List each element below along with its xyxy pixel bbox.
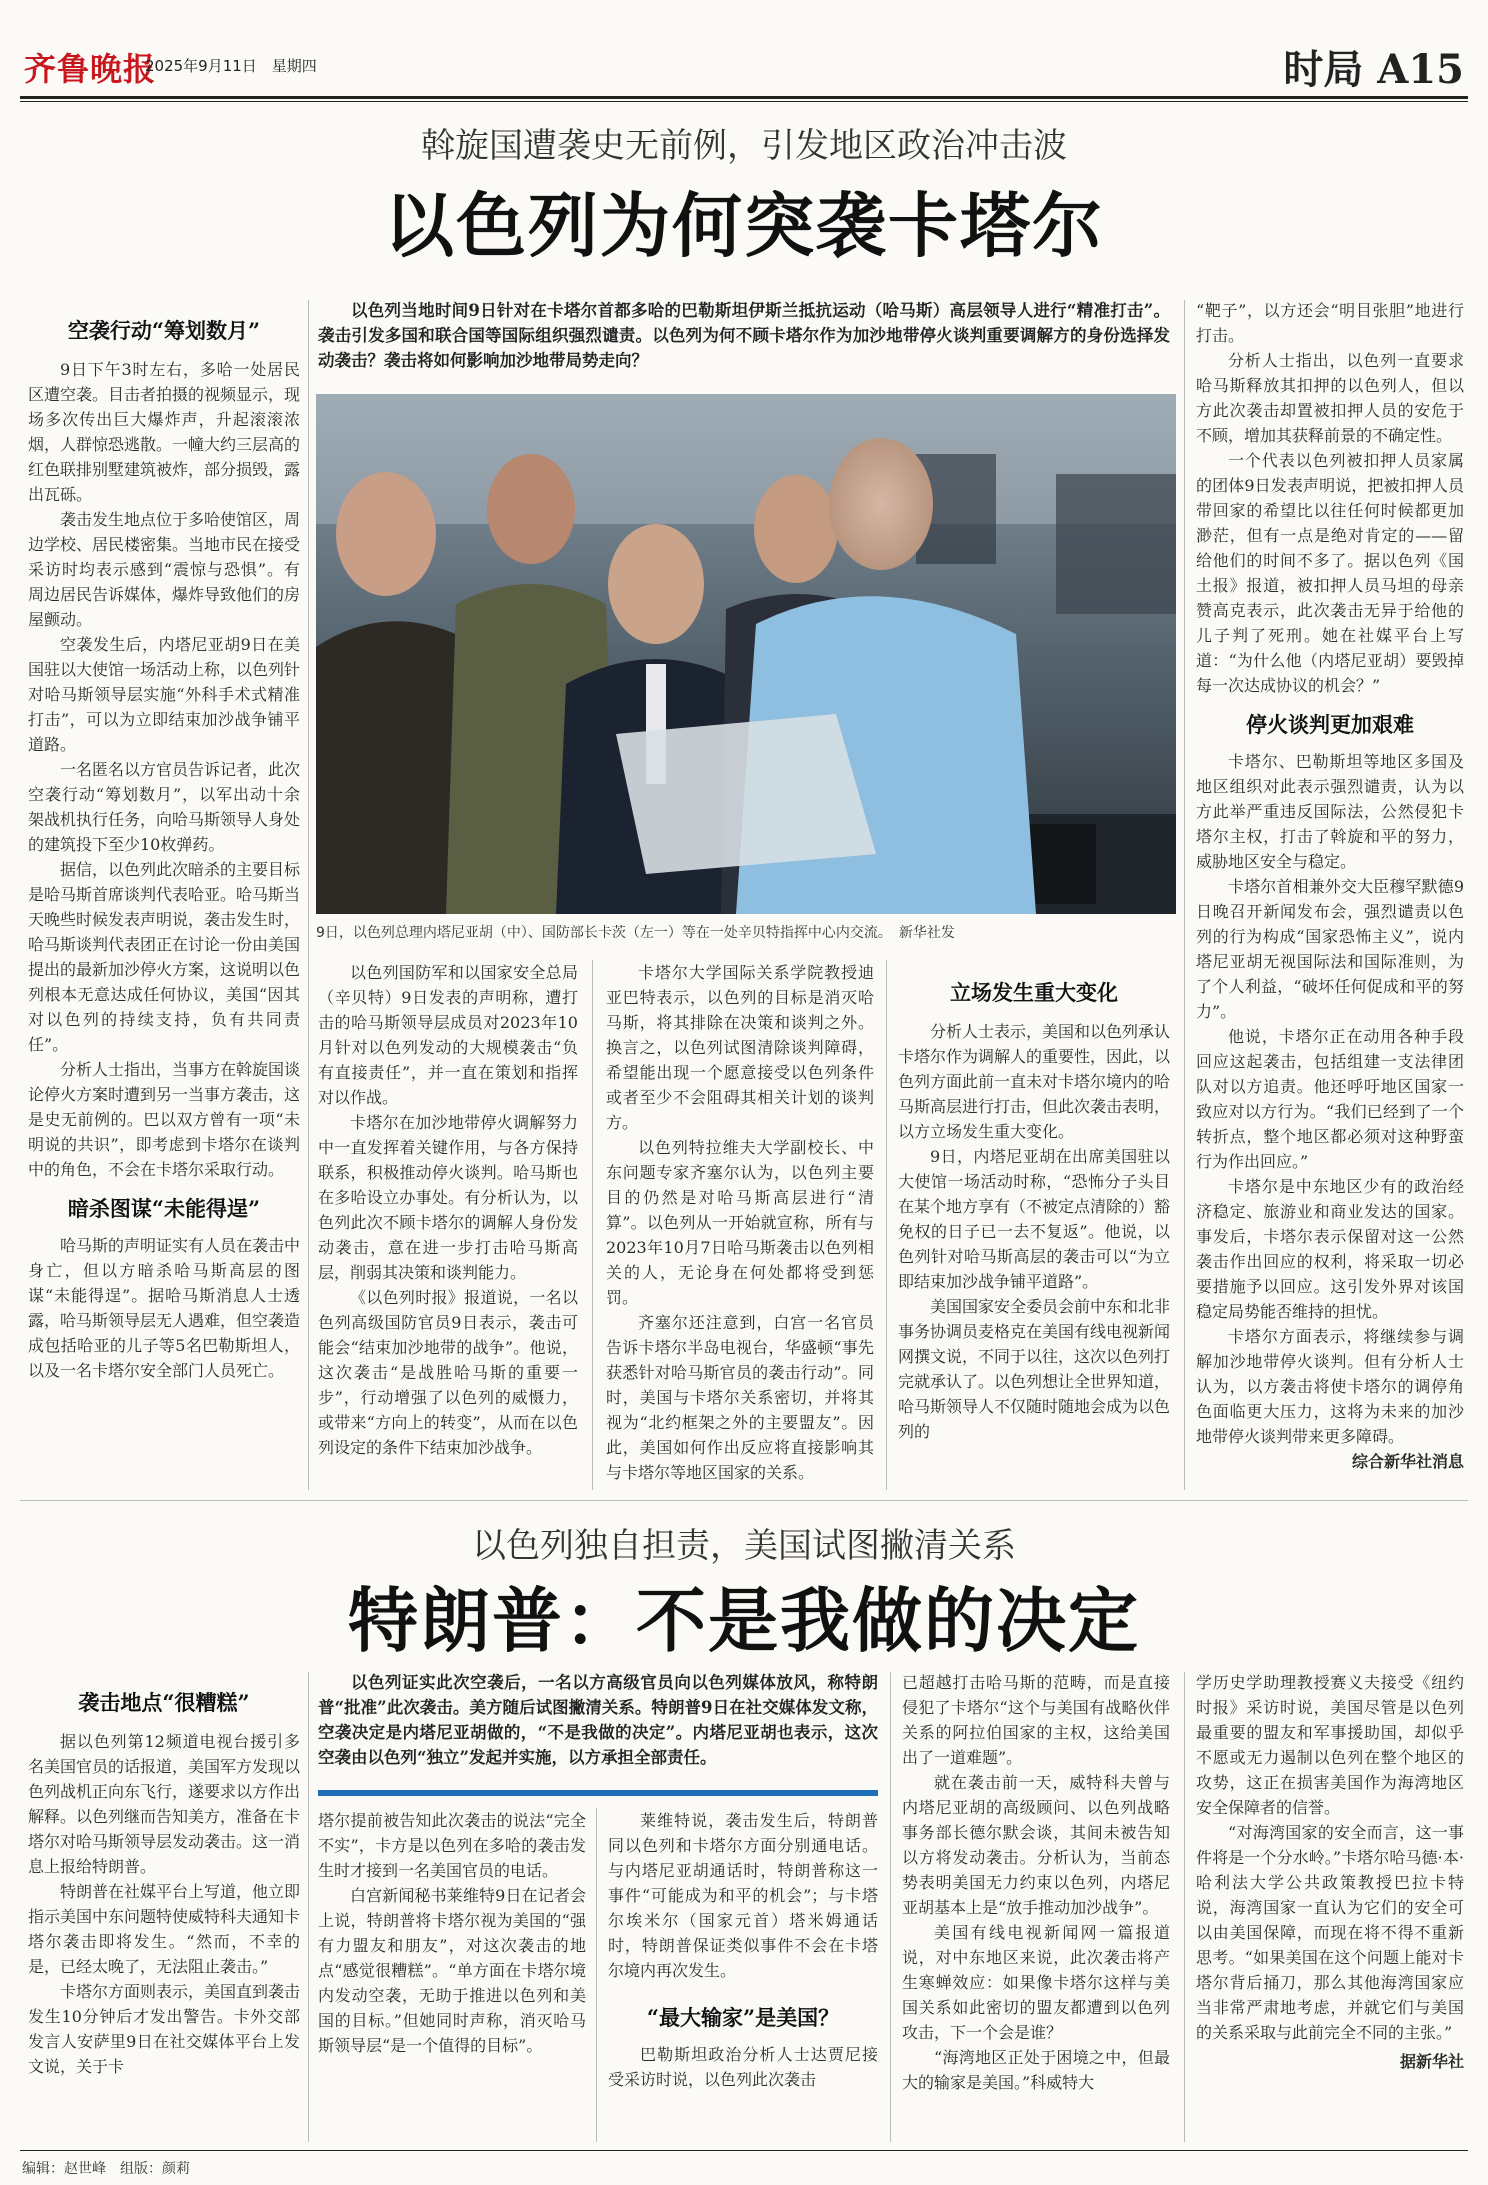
paragraph: 卡塔尔方面则表示，美国直到袭击发生10分钟后才发出警告。卡外交部发言人安萨里9日在社交媒体平台上发文说，关于卡 xyxy=(28,1982,301,2076)
story2-subhead-location: 袭击地点“很糟糕” xyxy=(78,1690,250,1715)
paragraph: 特朗普在社媒平台上写道，他立即指示美国中东问题特使威特科夫通知卡塔尔袭击即将发生。“然而，不幸的是，已经太晚了，无法阻止袭击。” xyxy=(28,1882,301,1976)
story2-lead xyxy=(318,1670,878,1770)
paragraph: “海湾地区正处于困境之中，但最大的输家是美国。”科威特大 xyxy=(902,2048,1170,2092)
paragraph: 以色列国防军和以国家安全总局（辛贝特）9日发表的声明称，遭打击的哈马斯领导层成员对2023年10月针对以色列发动的大规模袭击“负有直接责任”，并一直在策划和指挥对以作战。 xyxy=(318,963,578,1107)
story-divider xyxy=(20,1500,1468,1501)
paragraph: 9日下午3时左右，多哈一处居民区遭空袭。目击者拍摄的视频显示，现场多次传出巨大爆炸声，升起滚滚浓烟，人群惊恐逃散。一幢大约三层高的红色联排别墅建筑被炸，部分损毁，露出瓦砾。 xyxy=(28,360,301,504)
paragraph: 据以色列第12频道电视台援引多名美国官员的话报道，美国军方发现以色列战机正向东飞行，遂要求以方作出解释。以色列继而告知美方，准备在卡塔尔对哈马斯领导层发动袭击。这一消息上报给特朗普。 xyxy=(28,1732,301,1876)
issue-date: 2025年9月11日 星期四 xyxy=(145,57,317,75)
paragraph: “靶子”，以方还会“明目张胆”地进行打击。 xyxy=(1196,301,1464,345)
section-page-label: 时局 A15 xyxy=(1283,46,1464,93)
story2-signoff: 据新华社 xyxy=(1399,2052,1464,2071)
column-divider xyxy=(886,960,887,1490)
paragraph: 卡塔尔、巴勒斯坦等地区多国及地区组织对此表示强烈谴责，认为以方此举严重违反国际法，公然侵犯卡塔尔主权，打击了斡旋和平的努力，威胁地区安全与稳定。 xyxy=(1196,752,1464,871)
column-divider xyxy=(596,1808,597,2142)
header-rule xyxy=(20,96,1468,99)
paragraph: 以色列特拉维夫大学副校长、中东问题专家齐塞尔认为，以色列主要目的仍然是对哈马斯高层进行“清算”。以色列从一开始就宣称，所有与2023年10月7日哈马斯袭击以色列相关的人，无论身在何处都将受到惩罚。 xyxy=(606,1138,874,1307)
paragraph: 据信，以色列此次暗杀的主要目标是哈马斯首席谈判代表哈亚。哈马斯当天晚些时候发表声明说，袭击发生时，哈马斯谈判代表团正在讨论一份由美国提出的最新加沙停火方案，这说明以色列根本无意达成任何协议，美国“因其对以色列的持续支持，负有共同责任”。 xyxy=(28,860,301,1054)
story1-signoff: 综合新华社消息 xyxy=(1351,1452,1464,1471)
paragraph: 齐塞尔还注意到，白宫一名官员告诉卡塔尔半岛电视台，华盛顿“事先获悉针对哈马斯官员的袭击行动”。同时，美国与卡塔尔关系密切，并将其视为“北约框架之外的主要盟友”。因此，美国如何作出反应将直接影响其与卡塔尔等地区国家的关系。 xyxy=(606,1313,874,1482)
paragraph: 卡塔尔首相兼外交大臣穆罕默德9日晚召开新闻发布会，强烈谴责以色列的行为构成“国家恐怖主义”，说内塔尼亚胡无视国际法和国际准则，为了个人利益，“破坏任何促成和平的努力”。 xyxy=(1196,877,1464,1021)
story2-subhead-loser: “最大输家”是美国？ xyxy=(646,2005,840,2030)
story1-column-3 xyxy=(606,960,874,1485)
photo-caption: 9日，以色列总理内塔尼亚胡（中）、国防部长卡茨（左一）等在一处辛贝特指挥中心内交流。 新华社发 xyxy=(316,925,955,941)
paragraph: “对海湾国家的安全而言，这一事件将是一个分水岭。”卡塔尔哈马德·本·哈利法大学公共政策教授巴拉卡特说，海湾国家一直认为它们的安全可以由美国保障，而现在将不得不重新思考。“如果美国在这个问题上能对卡塔尔背后捅刀，那么其他海湾国家应当非常严肃地考虑，并就它们与美国的关系采取与此前完全不同的主张。” xyxy=(1196,1823,1464,2042)
story1-lead-text: 以色列当地时间9日针对在卡塔尔首都多哈的巴勒斯坦伊斯兰抵抗运动（哈马斯）高层领导人进行“精准打击”。袭击引发多国和联合国等国际组织强烈谴责。以色列为何不顾卡塔尔作为加沙地带停火谈判重要调解方的身份选择发动袭击？袭击将如何影响加沙地带局势走向？ xyxy=(318,301,1170,370)
column-divider xyxy=(1184,300,1185,1490)
paragraph: 卡塔尔在加沙地带停火调解努力中一直发挥着关键作用，与各方保持联系，积极推动停火谈判。哈马斯也在多哈设立办事处。有分析认为，以色列此次不顾卡塔尔的调解人身份发动袭击，意在进一步打击哈马斯高层，削弱其决策和谈判能力。 xyxy=(318,1113,578,1282)
paragraph: 一名匿名以方官员告诉记者，此次空袭行动“筹划数月”，以军出动十余架战机执行任务，向哈马斯领导人身处的建筑投下至少10枚弹药。 xyxy=(28,760,301,854)
header-rule-thin xyxy=(20,101,1468,102)
story1-column-4 xyxy=(898,980,1170,1444)
story1-column-5 xyxy=(1196,298,1464,1474)
paragraph: 《以色列时报》报道说，一名以色列高级国防官员9日表示，袭击可能会“结束加沙地带的战争”。他说，这次袭击“是战胜哈马斯的重要一步”，行动增强了以色列的威慑力，或带来“方向上的转变”，从而在以色列设定的条件下结束加沙战争。 xyxy=(318,1288,578,1457)
story1-column-2 xyxy=(318,960,578,1460)
story2-lead-text: 以色列证实此次空袭后，一名以方高级官员向以色列媒体放风，称特朗普“批准”此次袭击。美方随后试图撇清关系。特朗普9日在社交媒体发文称，空袭决定是内塔尼亚胡做的，“不是我做的决定”。内塔尼亚胡也表示，这次空袭由以色列“独立”发起并实施，以方承担全部责任。 xyxy=(318,1673,878,1767)
story1-column-1 xyxy=(28,318,300,1383)
story1-subhead-assassination: 暗杀图谋“未能得逞” xyxy=(67,1196,261,1221)
column-divider xyxy=(890,1672,891,2142)
story1-kicker: 斡旋国遭袭史无前例，引发地区政治冲击波 xyxy=(421,126,1067,166)
story1-subhead-airstrike: 空袭行动“筹划数月” xyxy=(67,318,261,343)
footer-rule xyxy=(20,2150,1468,2151)
story1-headline: 以色列为何突袭卡塔尔 xyxy=(384,184,1104,267)
paragraph: 美国有线电视新闻网一篇报道说，对中东地区来说，此次袭击将产生寒蝉效应：如果像卡塔尔这样与美国关系如此密切的盟友都遭到以色列攻击，下一个会是谁？ xyxy=(902,1923,1170,2042)
paragraph: 巴勒斯坦政治分析人士达贾尼接受采访时说，以色列此次袭击 xyxy=(608,2045,878,2089)
paragraph: 卡塔尔是中东地区少有的政治经济稳定、旅游业和商业发达的国家。事发后，卡塔尔表示保留对这一公然袭击作出回应的权利，将采取一切必要措施予以回应。这引发外界对该国稳定局势能否维持的担忧。 xyxy=(1196,1177,1464,1321)
paragraph: 塔尔提前被告知此次袭击的说法“完全不实”，卡方是以色列在多哈的袭击发生时才接到一名美国官员的电话。 xyxy=(318,1811,586,1880)
story2-column-3 xyxy=(608,1808,878,2092)
story2-column-4 xyxy=(902,1670,1170,2095)
editor-credit: 编辑：赵世峰 组版：颜莉 xyxy=(22,2161,190,2177)
paragraph: 一个代表以色列被扣押人员家属的团体9日发表声明说，把被扣押人员带回家的希望比以往任何时候都更加渺茫，但有一点是绝对肯定的——留给他们的时间不多了。据以色列《国土报》报道，被扣押人员马坦的母亲赞高克表示，此次袭击无异于给他的儿子判了死刑。她在社媒平台上写道：“为什么他（内塔尼亚胡）要毁掉每一次达成协议的机会？” xyxy=(1196,451,1464,695)
paragraph: 卡塔尔大学国际关系学院教授迪亚巴特表示，以色列的目标是消灭哈马斯，将其排除在决策和谈判之外。换言之，以色列试图清除谈判障碍，希望能出现一个愿意接受以色列条件或者至少不会阻碍其相关计划的谈判方。 xyxy=(606,963,874,1132)
paragraph: 袭击发生地点位于多哈使馆区，周边学校、居民楼密集。当地市民在接受采访时均表示感到“震惊与恐惧”。有周边居民告诉媒体，爆炸导致他们的房屋颤动。 xyxy=(28,510,301,629)
story2-column-1 xyxy=(28,1690,300,2079)
story1-subhead-ceasefire: 停火谈判更加艰难 xyxy=(1246,712,1414,737)
story2-column-2 xyxy=(318,1808,586,2058)
paragraph: 分析人士指出，以色列一直要求哈马斯释放其扣押的以色列人，但以方此次袭击却置被扣押人员的安危于不顾，增加其获释前景的不确定性。 xyxy=(1196,351,1464,445)
paragraph: 美国国家安全委员会前中东和北非事务协调员麦格克在美国有线电视新闻网撰文说，不同于以往，这次以色列打完就承认了。以色列想让全世界知道，哈马斯领导人不仅随时随地会成为以色列的 xyxy=(898,1297,1171,1441)
story2-headline: 特朗普：不是我做的决定 xyxy=(348,1579,1140,1662)
story2-kicker: 以色列独自担责，美国试图撇清关系 xyxy=(472,1526,1016,1566)
story1-subhead-stance: 立场发生重大变化 xyxy=(950,980,1118,1005)
paragraph: 他说，卡塔尔正在动用各种手段回应这起袭击，包括组建一支法律团队对以方追责。他还呼吁地区国家一致应对以方行为。“我们已经到了一个转折点，整个地区都必须对这种野蛮行为作出回应。” xyxy=(1196,1027,1464,1171)
paragraph: 莱维特说，袭击发生后，特朗普同以色列和卡塔尔方面分别通电话。与内塔尼亚胡通话时，特朗普称这一事件“可能成为和平的机会”；与卡塔尔埃米尔（国家元首）塔米姆通话时，特朗普保证类似事件不会在卡塔尔境内再次发生。 xyxy=(608,1811,878,1980)
paragraph: 空袭发生后，内塔尼亚胡9日在美国驻以大使馆一场活动上称，以色列针对哈马斯领导层实施“外科手术式精准打击”，可以为立即结束加沙战争铺平道路。 xyxy=(28,635,301,754)
paragraph: 哈马斯的声明证实有人员在袭击中身亡，但以方暗杀哈马斯高层的图谋“未能得逞”。据哈马斯消息人士透露，哈马斯领导层无人遇难，但空袭造成包括哈亚的儿子等5名巴勒斯坦人，以及一名卡塔尔安全部门人员死亡。 xyxy=(28,1236,301,1380)
paragraph: 分析人士表示，美国和以色列承认卡塔尔作为调解人的重要性，因此，以色列方面此前一直未对卡塔尔境内的哈马斯高层进行打击，但此次袭击表明，以方立场发生重大变化。 xyxy=(898,1022,1171,1141)
news-photo-command-center xyxy=(316,394,1176,914)
column-divider xyxy=(308,1672,309,2142)
paragraph: 白宫新闻秘书莱维特9日在记者会上说，特朗普将卡塔尔视为美国的“强有力盟友和朋友”，对这次袭击的地点“感觉很糟糕”。“单方面在卡塔尔境内发动空袭，无助于推进以色列和美国的目标。”但她同时声称，消灭哈马斯领导层“是一个值得的目标”。 xyxy=(318,1886,586,2055)
paragraph: 就在袭击前一天，威特科夫曾与内塔尼亚胡的高级顾问、以色列战略事务部长德尔默会谈，其间未被告知以方将发动袭击。分析认为，当前态势表明美国无力约束以色列，内塔尼亚胡基本上是“放手推动加沙战争”。 xyxy=(902,1773,1170,1917)
story1-lead xyxy=(318,298,1170,373)
paragraph: 已超越打击哈马斯的范畴，而是直接侵犯了卡塔尔“这个与美国有战略伙伴关系的阿拉伯国家的主权，这给美国出了一道难题”。 xyxy=(902,1673,1170,1767)
story2-lead-bar xyxy=(318,1790,878,1796)
column-divider xyxy=(308,300,309,1490)
paragraph: 9日，内塔尼亚胡在出席美国驻以大使馆一场活动时称，“恐怖分子头目在某个地方享有（不被定点清除的）豁免权的日子已一去不复返”。他说，以色列针对哈马斯高层的袭击可以“为立即结束加沙战争铺平道路”。 xyxy=(898,1147,1171,1291)
newspaper-logo: 齐鲁晚报 xyxy=(24,50,157,88)
paragraph: 分析人士指出，当事方在斡旋国谈论停火方案时遭到另一当事方袭击，这是史无前例的。巴以双方曾有一项“未明说的共识”，即考虑到卡塔尔在谈判中的角色，不会在卡塔尔采取行动。 xyxy=(28,1060,301,1179)
photo-illustration xyxy=(316,394,1176,914)
column-divider xyxy=(1184,1672,1185,2142)
paragraph: 学历史学助理教授赛义夫接受《纽约时报》采访时说，美国尽管是以色列最重要的盟友和军事援助国，却似乎不愿或无力遏制以色列在整个地区的攻势，这正在损害美国作为海湾地区安全保障者的信誉。 xyxy=(1196,1673,1464,1817)
column-divider xyxy=(592,960,593,1490)
story2-column-5 xyxy=(1196,1670,1464,2074)
paragraph: 卡塔尔方面表示，将继续参与调解加沙地带停火谈判。但有分析人士认为，以方袭击将使卡塔尔的调停角色面临更大压力，这将为未来的加沙地带停火谈判带来更多障碍。 xyxy=(1196,1327,1464,1446)
